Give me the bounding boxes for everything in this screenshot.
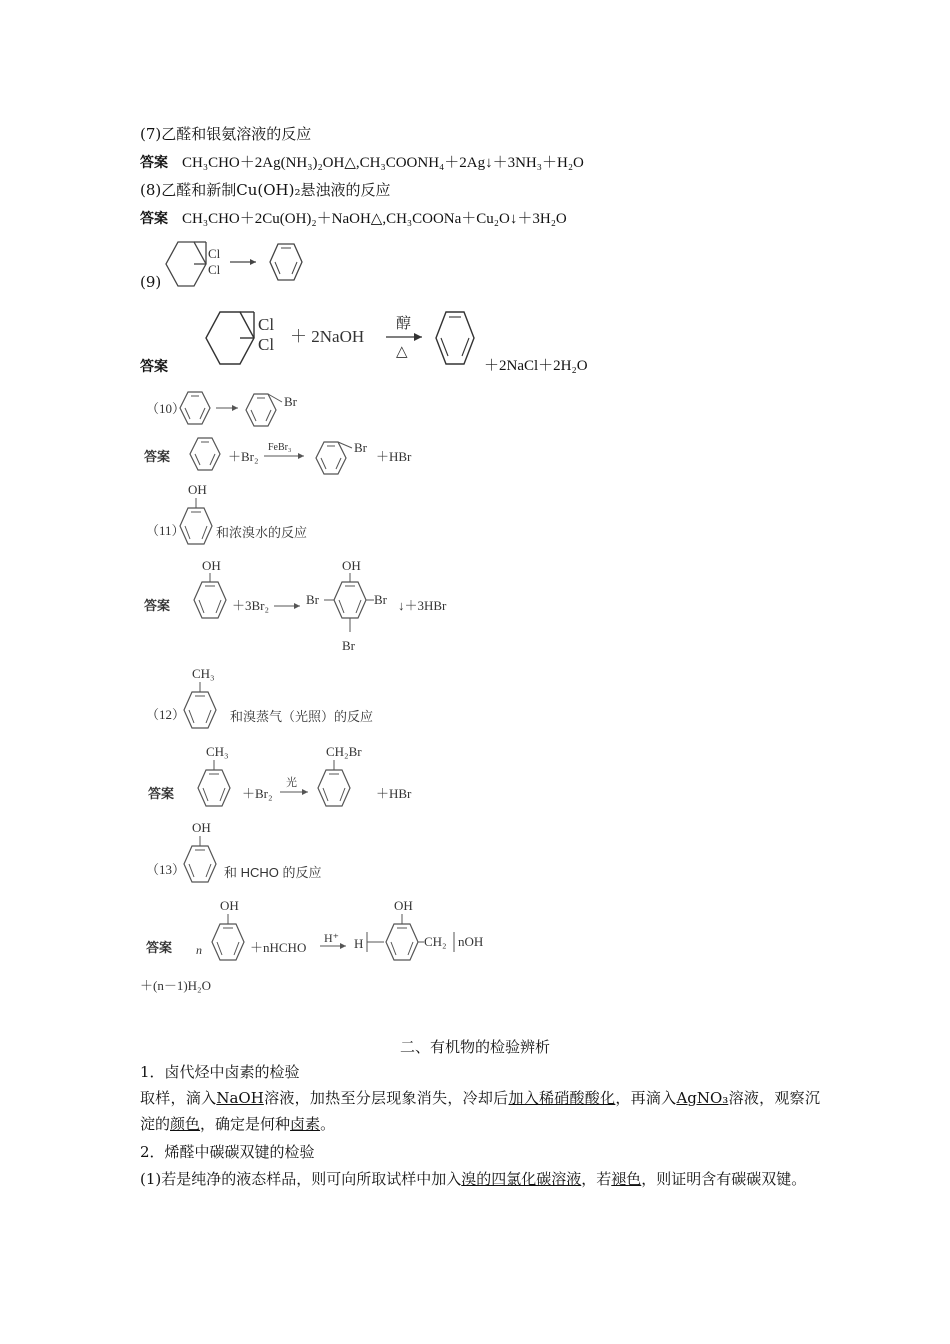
question-10-scheme [140, 386, 320, 432]
svg-text:CH₃: CH₃ [206, 744, 229, 759]
answer-13-scheme [140, 896, 500, 976]
svg-text:Br: Br [342, 638, 355, 653]
svg-text:＋3Br₂: ＋3Br₂ [232, 598, 270, 613]
svg-text:＋HBr: ＋HBr [376, 449, 412, 464]
question-12-scheme [140, 662, 380, 738]
svg-text:OH: OH [192, 820, 211, 835]
question-9-scheme [160, 236, 310, 292]
svg-text:Cl: Cl [208, 262, 221, 277]
svg-text:Br: Br [306, 592, 319, 607]
item-1-text: 取样，滴入NaOH溶液，加热至分层现象消失，冷却后加入稀硝酸酸化，再滴入AgNO₃溶液，观察沉淀的颜色，确定是何种卤素。 [140, 1089, 820, 1133]
svg-text:Cl: Cl [258, 315, 275, 334]
svg-text:OH: OH [202, 558, 221, 573]
svg-text:（11）: （11） [146, 523, 185, 538]
svg-text:答案: 答案 [146, 940, 173, 955]
answer-7 [140, 152, 584, 173]
svg-text:（12）: （12） [146, 707, 186, 722]
svg-text:答案: 答案 [144, 598, 171, 613]
answer-9-scheme [196, 306, 516, 376]
svg-text:OH: OH [342, 558, 361, 573]
svg-text:（10）: （10） [146, 401, 186, 416]
svg-text:Br: Br [354, 440, 367, 455]
question-11-text: 和浓溴水的反应 [216, 525, 308, 540]
answer-8 [140, 208, 567, 229]
answer-12-scheme [140, 740, 440, 820]
svg-text:Br: Br [374, 592, 387, 607]
question-13-text: 和 HCHO 的反应 [224, 865, 322, 880]
answer-9-label [140, 356, 182, 377]
svg-text:＋nHCHO: ＋nHCHO [250, 940, 307, 955]
equation-8: CH₃CHO＋2Cu(OH)₂＋NaOH△,CH₃COONa＋Cu₂O↓＋3H₂O [182, 211, 567, 227]
svg-text:OH: OH [188, 482, 207, 497]
svg-text:OH: OH [220, 898, 239, 913]
svg-text:答案: 答案 [148, 786, 175, 801]
question-12-text: 和溴蒸气（光照）的反应 [230, 709, 374, 724]
svg-text:H: H [354, 936, 364, 951]
svg-text:＋HBr: ＋HBr [376, 786, 412, 801]
svg-text:△: △ [396, 344, 408, 360]
svg-text:Br: Br [284, 394, 297, 409]
question-9-label: (9) [140, 273, 162, 291]
svg-text:（13）: （13） [146, 862, 186, 877]
question-7: (7)乙醛和银氨溶液的反应 [140, 125, 312, 143]
svg-text:Cl: Cl [208, 246, 221, 261]
svg-text:n: n [196, 943, 202, 957]
question-8: (8)乙醛和新制Cu(OH)₂悬浊液的反应 [140, 181, 391, 199]
svg-text:CH₂Br: CH₂Br [326, 744, 362, 759]
answer-11-scheme [140, 554, 480, 658]
svg-text:↓＋3HBr: ↓＋3HBr [398, 598, 447, 613]
svg-text:CH₂: CH₂ [424, 934, 447, 949]
answer-13-water: ＋(n－1)H₂O [140, 978, 211, 993]
answer-label: 答案 [140, 211, 168, 227]
svg-text:CH₃: CH₃ [192, 666, 215, 681]
svg-text:＋Br₂: ＋Br₂ [242, 786, 273, 801]
svg-text:H⁺: H⁺ [324, 931, 339, 945]
item-2-text: (1)若是纯净的液态样品，则可向所取试样中加入溴的四氯化碳溶液，若褪色，则证明含有碳碳双键。 [140, 1170, 807, 1188]
svg-text:＋ 2NaOH: ＋ 2NaOH [290, 327, 365, 346]
item-2-title: 2．烯醛中碳碳双键的检验 [140, 1143, 315, 1161]
svg-text:＋Br₂: ＋Br₂ [228, 449, 259, 464]
svg-text:FeBr₃: FeBr₃ [268, 442, 292, 453]
item-1-title: 1．卤代烃中卤素的检验 [140, 1063, 300, 1081]
answer-10-scheme [140, 434, 440, 482]
section-title: 二、有机物的检验辨析 [399, 1038, 550, 1056]
svg-text:光: 光 [286, 777, 297, 789]
answer-9-products: ＋2NaCl＋2H₂O [484, 358, 588, 374]
svg-text:醇: 醇 [396, 316, 412, 332]
svg-text:Cl: Cl [258, 335, 275, 354]
svg-text:nOH: nOH [458, 934, 484, 949]
question-11-scheme [140, 480, 380, 552]
equation-7: CH₃CHO＋2Ag(NH₃)₂OH△,CH₃COONH₄＋2Ag↓＋3NH₃＋H₂O [182, 155, 584, 171]
answer-label: 答案 [140, 359, 168, 375]
answer-label: 答案 [140, 155, 168, 171]
svg-text:答案: 答案 [144, 449, 171, 464]
svg-text:OH: OH [394, 898, 413, 913]
